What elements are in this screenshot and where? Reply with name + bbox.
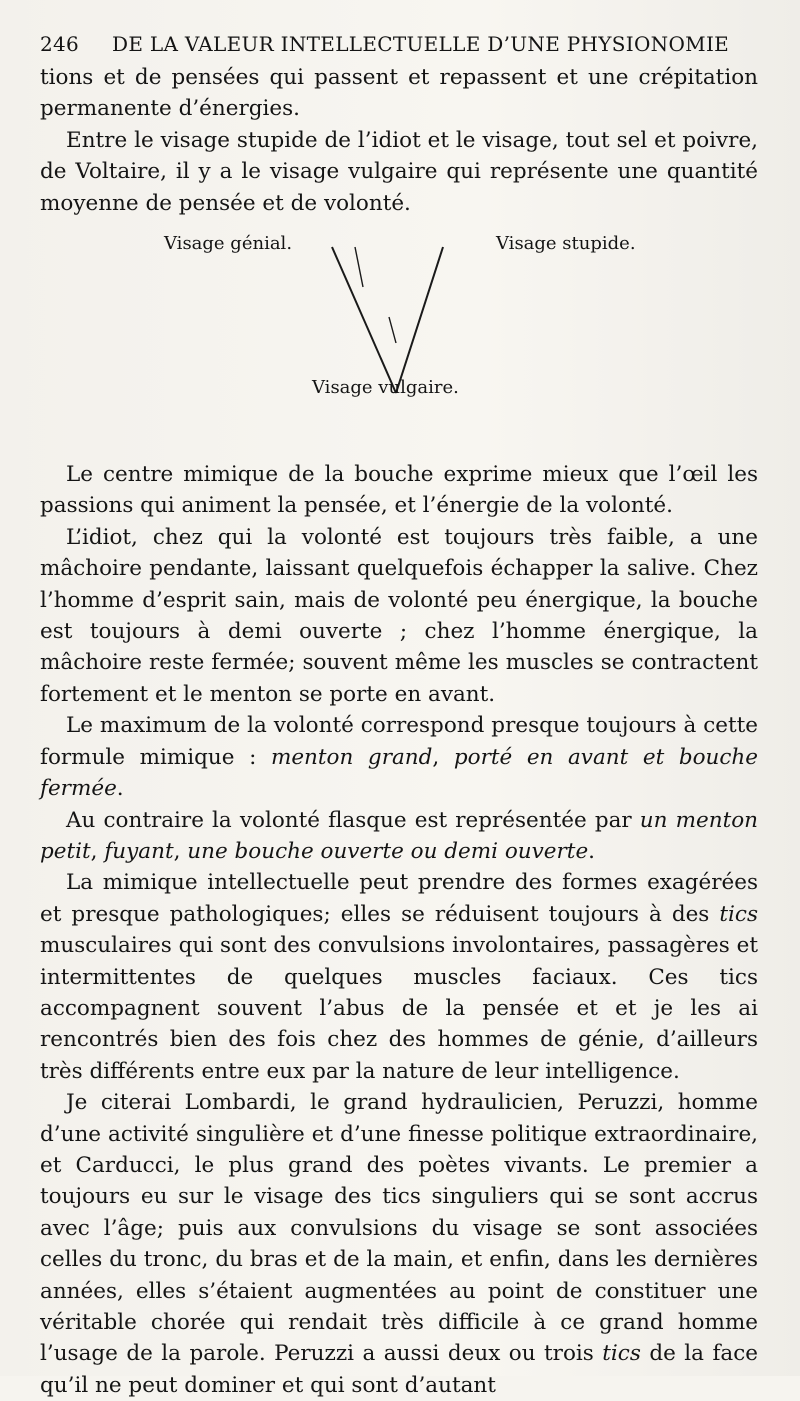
text-run: , (432, 744, 454, 770)
text-run: , (173, 838, 188, 864)
v-shape-figure (40, 225, 758, 453)
paragraph-maximum (40, 710, 758, 804)
v-left-stroke (332, 247, 396, 393)
v-inner-center-stroke (389, 317, 396, 343)
italic-run: porté en avant et bouche fermée (40, 744, 758, 802)
paragraph-lombardi (40, 1087, 758, 1401)
text-run: Le maximum de la volonté correspond presque toujours à cette formule mimique : (40, 713, 758, 770)
text-run: . (588, 838, 596, 864)
text-run: Je citerai Lombardi, le grand hydraulicien, Peruzzi, homme d’une activité singulière et d’une finesse politique extraordinaire, et Carducci, le plus grand des poètes vivants. Le premier a toujours eu sur le visage des tics singuliers qui se sont accrus avec l’âge; puis aux convulsions du visage se sont associées celles du tronc, du bras et de la main, et enfin, dans les dernières années, elles s’étaient augmentées au point de constituer une véritable chorée qui rendait très difficile à ce grand homme l’usage de la parole. Peruzzi a aussi deux ou trois (40, 1090, 758, 1367)
text-run: . (116, 776, 124, 802)
paragraph-idiot: L’idiot, chez qui la volonté est toujours très faible, a une mâchoire pendante, laissant quelquefois échapper la salive. Chez l’homme d’esprit sain, mais de volonté peu énergique, la bouche est toujours à demi ouverte ; chez l’homme énergique, la mâchoire reste fermée; souvent même les muscles se contractent fortement et le menton se porte en avant. (40, 524, 758, 707)
paragraph-visages: Entre le visage stupide de l’idiot et le visage, tout sel et poivre, de Voltaire, il y a le visage vulgaire qui représente une quantité moyenne de pensée et de volonté. (40, 127, 758, 216)
label-visage-vulgaire: Visage vulgaire. (312, 377, 459, 399)
italic-run: tics (719, 901, 758, 927)
label-visage-stupide: Visage stupide. (496, 233, 636, 255)
paragraph-flasque (40, 805, 758, 868)
italic-run: une bouche ouverte ou demi ouverte (187, 838, 589, 864)
text-run: musculaires qui sont des convulsions involontaires, passagères et intermittentes de quelques muscles faciaux. Ces tics accompagnent souvent l’abus de la pensée et et je les ai rencontrés bien des fois chez des hommes de génie, d’ailleurs très différents entre eux par la nature de leur intelligence. (40, 933, 758, 1084)
label-visage-genial: Visage génial. (164, 233, 293, 255)
italic-run: fuyant (104, 838, 174, 864)
v-inner-left-stroke (355, 247, 363, 287)
text-run: , (90, 838, 105, 864)
visage-diagram (40, 225, 758, 453)
text-run: de la face qu’il ne peut dominer et qui sont d’autant (40, 1341, 758, 1398)
paragraph-tics (40, 867, 758, 1087)
paragraph-continuation: tions et de pensées qui passent et repassent et une crépitation permanente d’énergies. (40, 65, 758, 122)
italic-run: menton grand (270, 744, 433, 770)
running-title: DE LA VALEUR INTELLECTUELLE D’UNE PHYSIONOMIE (112, 32, 730, 56)
italic-run: un menton petit (40, 807, 758, 864)
italic-run: tics (602, 1341, 641, 1367)
paragraph-bouche: Le centre mimique de la bouche exprime mieux que l’œil les passions qui animent la pensée, et l’énergie de la volonté. (40, 462, 758, 519)
text-run: Au contraire la volonté flasque est représentée par (66, 807, 640, 833)
page-number: 246 (40, 32, 80, 56)
text-run: La mimique intellectuelle peut prendre des formes exagérées et presque pathologiques; elles se réduisent toujours à des (40, 870, 758, 927)
running-head (40, 32, 758, 62)
v-right-stroke (396, 247, 443, 393)
